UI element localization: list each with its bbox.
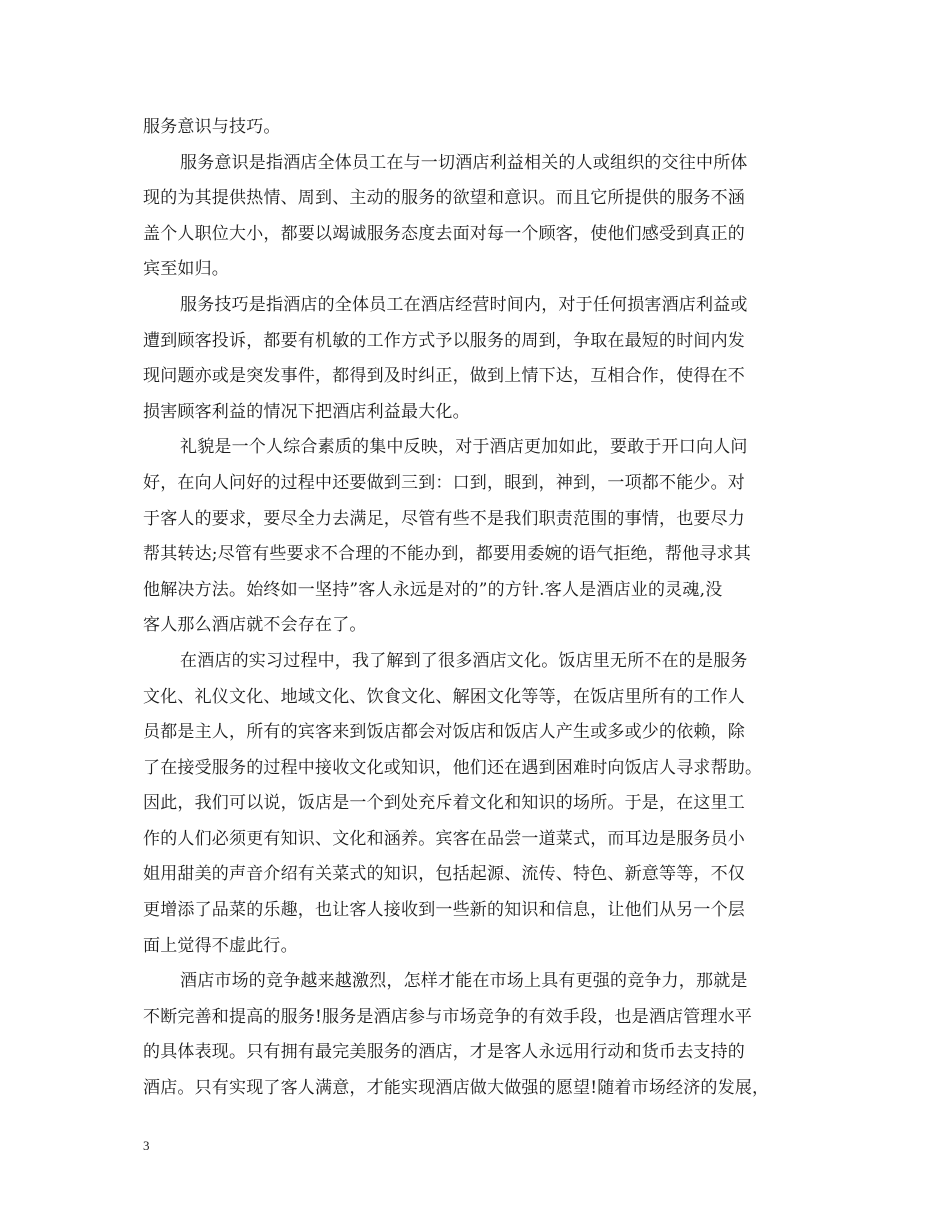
text-line: 服务技巧是指酒店的全体员工在酒店经营时间内，对于任何损害酒店利益或 [180, 294, 748, 315]
text-line: 客人那么酒店就不会存在了。 [143, 615, 367, 636]
text-line: 礼貌是一个人综合素质的集中反映，对于酒店更加如此，要敢于开口向人问 [180, 437, 748, 458]
text-line: 现问题亦或是突发事件，都得到及时纠正，做到上情下达，互相合作，使得在不 [143, 366, 745, 387]
text-line: 在酒店的实习过程中，我了解到了很多酒店文化。饭店里无所不在的是服务 [180, 650, 748, 671]
text-line: 好，在向人问好的过程中还要做到三到：口到，眼到，神到，一项都不能少。对 [143, 472, 745, 493]
text-line: 的具体表现。只有拥有最完美服务的酒店，才是客人永远用行动和货币去支持的 [143, 1042, 745, 1063]
text-line: 员都是主人，所有的宾客来到饭店都会对饭店和饭店人产生或多或少的依赖，除 [143, 722, 745, 743]
text-line: 服务意识是指酒店全体员工在与一切酒店利益相关的人或组织的交往中所体 [180, 152, 748, 173]
text-line: 帮其转达;尽管有些要求不合理的不能办到，都要用委婉的语气拒绝，帮他寻求其 [143, 544, 751, 565]
text-line: 了在接受服务的过程中接收文化或知识，他们还在遇到困难时向饭店人寻求帮助。 [143, 757, 763, 778]
page-number: 3 [143, 1138, 150, 1153]
text-line: 遭到顾客投诉，都要有机敏的工作方式予以服务的周到，争取在最短的时间内发 [143, 330, 745, 351]
text-line: 面上觉得不虚此行。 [143, 935, 298, 956]
text-line: 于客人的要求，要尽全力去满足，尽管有些不是我们职责范围的事情，也要尽力 [143, 508, 745, 529]
text-line: 不断完善和提高的服务!服务是酒店参与市场竞争的有效手段，也是酒店管理水平 [143, 1006, 753, 1027]
text-line: 更增添了品菜的乐趣，也让客人接收到一些新的知识和信息，让他们从另一个层 [143, 900, 745, 921]
text-line: 服务意识与技巧。 [143, 117, 281, 137]
text-line: 作的人们必须更有知识、文化和涵养。宾客在品尝一道菜式，而耳边是服务员小 [143, 828, 745, 849]
text-line: 酒店。只有实现了客人满意，才能实现酒店做大做强的愿望!随着市场经济的发展， [143, 1078, 770, 1099]
text-line: 姐用甜美的声音介绍有关菜式的知识，包括起源、流传、特色、新意等等，不仅 [143, 864, 745, 885]
body-text [143, 110, 823, 1107]
text-line: 宾至如归。 [143, 259, 229, 280]
text-line: 文化、礼仪文化、地域文化、饮食文化、解困文化等等，在饭店里所有的工作人 [143, 686, 745, 707]
text-line: 现的为其提供热情、周到、主动的服务的欲望和意识。而且它所提供的服务不涵 [143, 188, 745, 209]
text-line: 盖个人职位大小，都要以竭诚服务态度去面对每一个顾客，使他们感受到真正的 [143, 223, 745, 244]
text-line: 损害顾客利益的情况下把酒店利益最大化。 [143, 401, 470, 422]
text-line: 他解决方法。始终如一坚持”客人永远是对的”的方针.客人是酒店业的灵魂,没 [143, 579, 723, 600]
text-line: 因此，我们可以说，饭店是一个到处充斥着文化和知识的场所。于是，在这里工 [143, 793, 745, 814]
text-line: 酒店市场的竞争越来越激烈，怎样才能在市场上具有更强的竞争力，那就是 [180, 971, 748, 992]
